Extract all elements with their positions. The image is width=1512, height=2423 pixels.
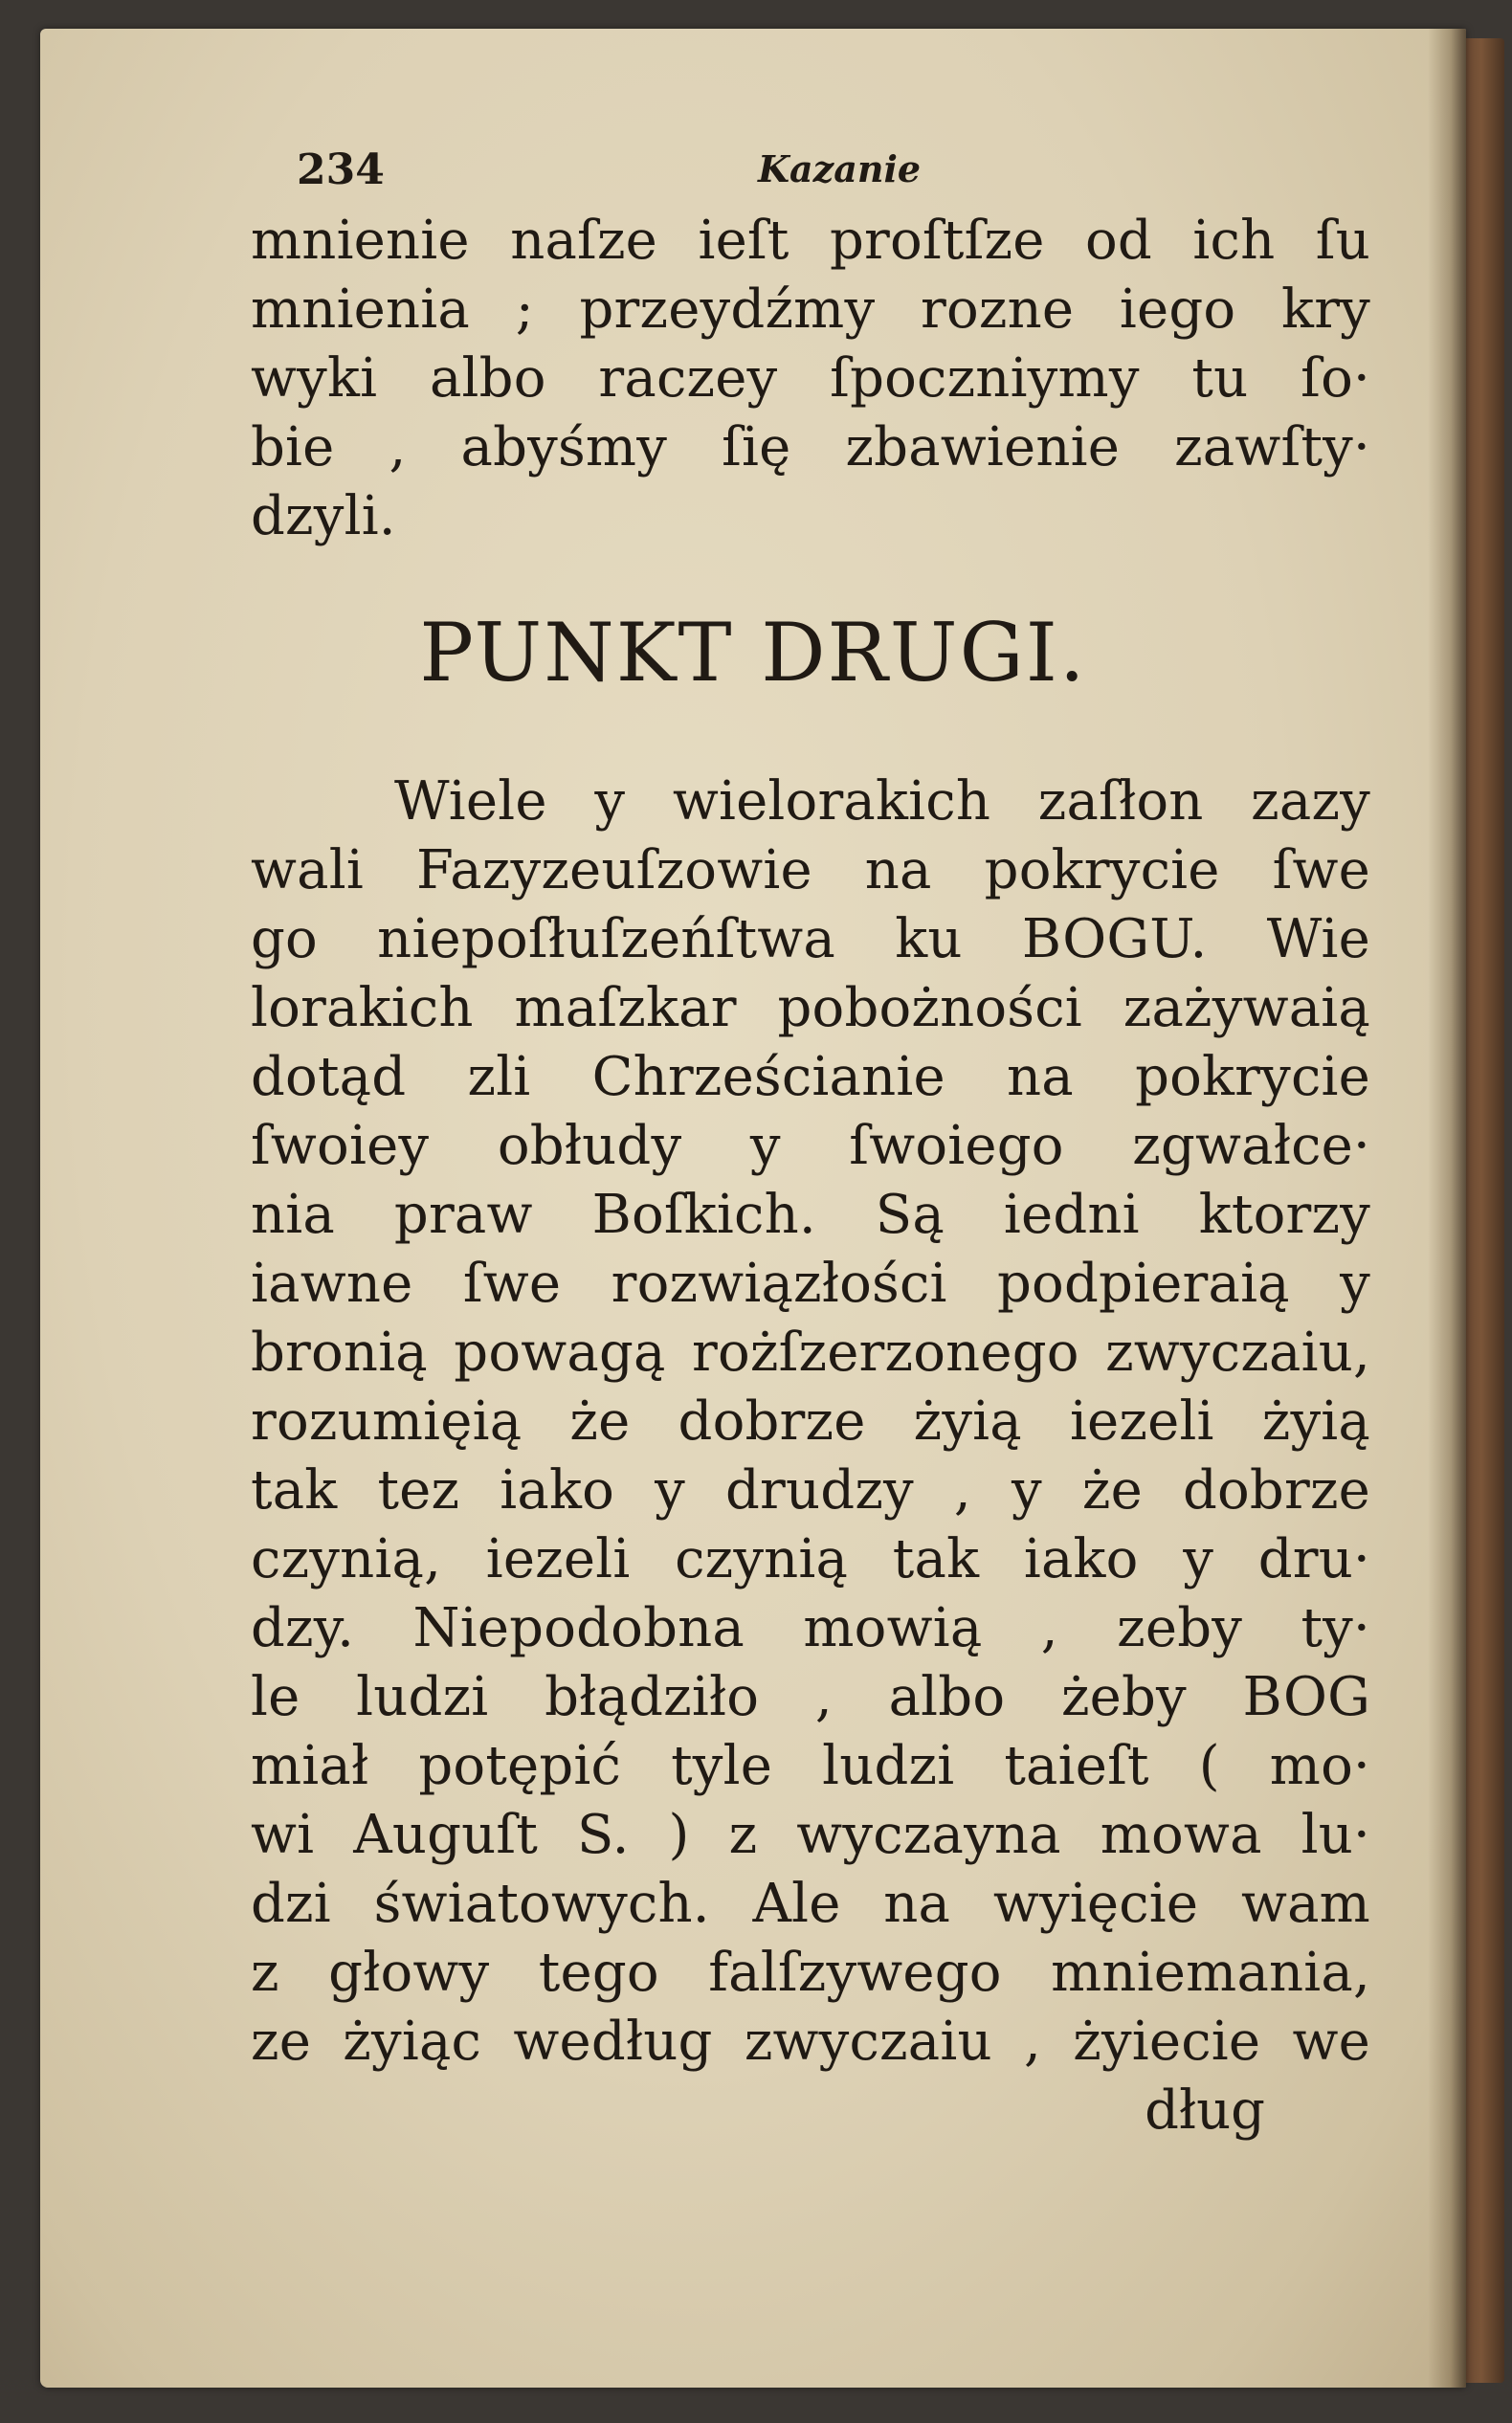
- page-number: 234: [297, 145, 385, 194]
- text-line: tak tez iako y drudzy , y że dobrze: [251, 1459, 1370, 1522]
- book-fore-edge: [1466, 38, 1504, 2383]
- catchword: dług: [1145, 2079, 1265, 2142]
- text-line: rozumięią że dobrze żyią iezeli żyią: [251, 1390, 1370, 1453]
- text-line: Wiele y wielorakich zaſłon zazy: [394, 770, 1370, 833]
- text-line: iawne ſwe rozwiązłości podpieraią y: [251, 1253, 1370, 1315]
- page-text-block: [251, 136, 1370, 2145]
- text-line: go niepoſłuſzeńſtwa ku BOGU. Wie: [251, 908, 1370, 970]
- text-line: dotąd zli Chrześcianie na pokrycie: [251, 1046, 1370, 1108]
- text-line: wi Auguſt S. ) z wyczayna mowa lu·: [251, 1804, 1370, 1866]
- text-line: ze żyiąc według zwyczaiu , żyiecie we: [251, 2011, 1370, 2073]
- page-gutter-shadow: [1428, 29, 1466, 2388]
- section-heading: PUNKT DRUGI.: [419, 606, 1087, 700]
- text-line: miał potępić tyle ludzi taieſt ( mo·: [251, 1735, 1370, 1797]
- text-line: ſwoiey obłudy y ſwoiego zgwałce·: [251, 1115, 1370, 1177]
- text-line: z głowy tego falſzywego mniemania,: [251, 1942, 1370, 2004]
- text-line: czynią, iezeli czynią tak iako y dru·: [251, 1528, 1370, 1590]
- text-line: bronią powagą rożſzerzonego zwyczaiu,: [251, 1322, 1370, 1384]
- running-head: Kazanie: [758, 147, 922, 190]
- text-line: dzi światowych. Ale na wyięcie wam: [251, 1873, 1370, 1935]
- text-line: nia praw Boſkich. Są iedni ktorzy: [251, 1184, 1370, 1246]
- paragraph-2: [251, 767, 1370, 2077]
- text-line: dzy. Niepodobna mowią , zeby ty·: [251, 1597, 1370, 1659]
- text-line: wali Fazyzeuſzowie na pokrycie ſwe: [251, 839, 1370, 901]
- text-line: le ludzi błądziło , albo żeby BOG: [251, 1666, 1370, 1728]
- text-line: mnienia ; przeydźmy rozne iego kry: [251, 278, 1370, 341]
- text-line: dzyli.: [251, 485, 396, 547]
- paragraph-1: [251, 207, 1370, 551]
- text-line: wyki albo raczey ſpoczniymy tu ſo·: [251, 347, 1370, 410]
- page-header: [251, 136, 1370, 207]
- text-line: lorakich maſzkar pobożności zażywaią: [251, 977, 1370, 1039]
- text-line: bie , abyśmy ſię zbawienie zawſty·: [251, 416, 1370, 478]
- text-line: mnienie naſze ieſt proſtſze od ich ſu: [251, 210, 1370, 272]
